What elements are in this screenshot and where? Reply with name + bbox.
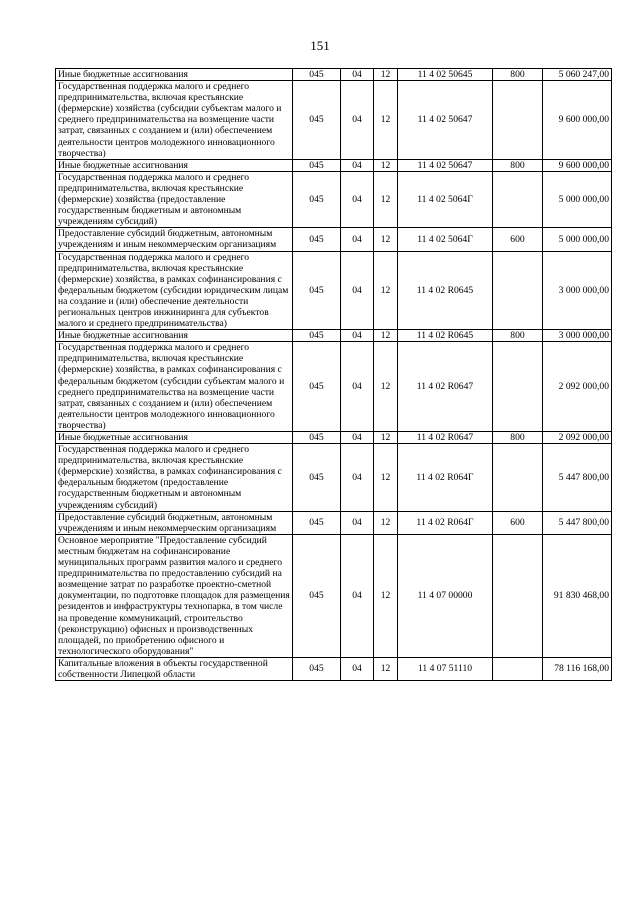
cell-amount: 3 000 000,00	[543, 330, 612, 342]
cell-name: Государственная поддержка малого и среднего предпринимательства, включая крестьянские (фермерские) хозяйства (предоставление государственным бюджетным и автономным учреждениям субсидий)	[56, 171, 293, 227]
table-row	[56, 81, 612, 160]
cell-name: Государственная поддержка малого и среднего предпринимательства, включая крестьянские (фермерские) хозяйства, в рамках софинансирования с федеральным бюджетом (субсидии субъектам малого и среднего предпринимательства на возмещение части затрат, связанных с созданием и (или) обеспечением деятельности центров молодежного инновационного творчества)	[56, 342, 293, 432]
cell-amount: 3 000 000,00	[543, 251, 612, 330]
cell-subsection: 12	[374, 534, 398, 657]
table-row	[56, 171, 612, 227]
cell-expense-type	[493, 81, 543, 160]
cell-subsection: 12	[374, 171, 398, 227]
cell-amount: 5 447 800,00	[543, 444, 612, 512]
cell-target-article: 11 4 07 51110	[398, 657, 493, 680]
cell-section: 04	[341, 342, 374, 432]
cell-amount: 9 600 000,00	[543, 159, 612, 171]
cell-expense-type: 800	[493, 69, 543, 81]
cell-section: 04	[341, 657, 374, 680]
cell-target-article: 11 4 02 50645	[398, 69, 493, 81]
cell-subsection: 12	[374, 69, 398, 81]
cell-grbs: 045	[293, 444, 341, 512]
table-row	[56, 342, 612, 432]
cell-subsection: 12	[374, 330, 398, 342]
table-row	[56, 511, 612, 534]
cell-section: 04	[341, 330, 374, 342]
cell-amount: 5 000 000,00	[543, 228, 612, 251]
cell-section: 04	[341, 534, 374, 657]
cell-name: Государственная поддержка малого и среднего предпринимательства, включая крестьянские (фермерские) хозяйства, в рамках софинансирования с федеральным бюджетом (предоставление государственным бюджетным и автономным учреждениям субсидий)	[56, 444, 293, 512]
cell-grbs: 045	[293, 342, 341, 432]
cell-expense-type: 800	[493, 330, 543, 342]
cell-name: Государственная поддержка малого и среднего предпринимательства, включая крестьянские (фермерские) хозяйства (субсидии субъектам малого и среднего предпринимательства на возмещение части затрат, связанных с созданием и (или) обеспечением деятельности центров молодежного инновационного творчества)	[56, 81, 293, 160]
table-row	[56, 159, 612, 171]
cell-expense-type	[493, 251, 543, 330]
cell-expense-type: 800	[493, 432, 543, 444]
cell-amount: 2 092 000,00	[543, 432, 612, 444]
cell-target-article: 11 4 07 00000	[398, 534, 493, 657]
cell-expense-type: 600	[493, 511, 543, 534]
cell-section: 04	[341, 511, 374, 534]
cell-grbs: 045	[293, 171, 341, 227]
cell-target-article: 11 4 02 50647	[398, 159, 493, 171]
cell-target-article: 11 4 02 5064Г	[398, 228, 493, 251]
cell-grbs: 045	[293, 69, 341, 81]
cell-amount: 9 600 000,00	[543, 81, 612, 160]
cell-grbs: 045	[293, 432, 341, 444]
cell-grbs: 045	[293, 657, 341, 680]
cell-subsection: 12	[374, 159, 398, 171]
cell-grbs: 045	[293, 511, 341, 534]
cell-expense-type	[493, 534, 543, 657]
cell-section: 04	[341, 171, 374, 227]
cell-subsection: 12	[374, 342, 398, 432]
cell-name: Государственная поддержка малого и среднего предпринимательства, включая крестьянские (фермерские) хозяйства, в рамках софинансирования с федеральным бюджетом (субсидии юридическим лицам на создание и (или) обеспечение деятельности региональных центров инжиниринга для субъектов малого и среднего предпринимательства)	[56, 251, 293, 330]
cell-section: 04	[341, 432, 374, 444]
table-row	[56, 330, 612, 342]
cell-expense-type: 800	[493, 159, 543, 171]
cell-subsection: 12	[374, 228, 398, 251]
cell-expense-type	[493, 342, 543, 432]
cell-name: Иные бюджетные ассигнования	[56, 432, 293, 444]
cell-name: Предоставление субсидий бюджетным, автономным учреждениям и иным некоммерческим организациям	[56, 228, 293, 251]
cell-expense-type: 600	[493, 228, 543, 251]
cell-name: Иные бюджетные ассигнования	[56, 69, 293, 81]
cell-name: Предоставление субсидий бюджетным, автономным учреждениям и иным некоммерческим организациям	[56, 511, 293, 534]
table-row	[56, 657, 612, 680]
cell-subsection: 12	[374, 444, 398, 512]
budget-table	[55, 68, 612, 681]
cell-grbs: 045	[293, 159, 341, 171]
cell-section: 04	[341, 159, 374, 171]
cell-grbs: 045	[293, 534, 341, 657]
cell-subsection: 12	[374, 511, 398, 534]
cell-expense-type	[493, 444, 543, 512]
cell-section: 04	[341, 228, 374, 251]
cell-subsection: 12	[374, 81, 398, 160]
table-row	[56, 432, 612, 444]
table-row	[56, 534, 612, 657]
cell-amount: 91 830 468,00	[543, 534, 612, 657]
cell-target-article: 11 4 02 R0645	[398, 251, 493, 330]
cell-target-article: 11 4 02 R0645	[398, 330, 493, 342]
cell-target-article: 11 4 02 R0647	[398, 432, 493, 444]
cell-amount: 5 447 800,00	[543, 511, 612, 534]
cell-target-article: 11 4 02 R0647	[398, 342, 493, 432]
cell-grbs: 045	[293, 228, 341, 251]
table-row	[56, 228, 612, 251]
cell-section: 04	[341, 251, 374, 330]
cell-amount: 5 060 247,00	[543, 69, 612, 81]
cell-grbs: 045	[293, 330, 341, 342]
cell-grbs: 045	[293, 251, 341, 330]
cell-target-article: 11 4 02 50647	[398, 81, 493, 160]
cell-expense-type	[493, 657, 543, 680]
cell-amount: 78 116 168,00	[543, 657, 612, 680]
cell-subsection: 12	[374, 657, 398, 680]
cell-name: Иные бюджетные ассигнования	[56, 330, 293, 342]
cell-grbs: 045	[293, 81, 341, 160]
table-row	[56, 69, 612, 81]
cell-name: Иные бюджетные ассигнования	[56, 159, 293, 171]
cell-expense-type	[493, 171, 543, 227]
cell-target-article: 11 4 02 R064Г	[398, 511, 493, 534]
cell-amount: 2 092 000,00	[543, 342, 612, 432]
cell-section: 04	[341, 69, 374, 81]
cell-amount: 5 000 000,00	[543, 171, 612, 227]
table-body	[56, 69, 612, 681]
page-number: 151	[310, 38, 330, 53]
cell-name: Капитальные вложения в объекты государственной собственности Липецкой области	[56, 657, 293, 680]
cell-section: 04	[341, 444, 374, 512]
cell-section: 04	[341, 81, 374, 160]
cell-target-article: 11 4 02 R064Г	[398, 444, 493, 512]
cell-subsection: 12	[374, 432, 398, 444]
cell-target-article: 11 4 02 5064Г	[398, 171, 493, 227]
table-row	[56, 444, 612, 512]
table-row	[56, 251, 612, 330]
cell-subsection: 12	[374, 251, 398, 330]
cell-name: Основное мероприятие "Предоставление субсидий местным бюджетам на софинансирование муниципальных программ развития малого и среднего предпринимательства по предоставлению субсидий на возмещение затрат по разработке проектно-сметной документации, по подготовке площадок для размещения резидентов и инфраструктуры технопарка, в том числе на проведение коммуникаций, строительство (реконструкцию) офисных и производственных площадей, по приобретению офисного и технологического оборудования"	[56, 534, 293, 657]
